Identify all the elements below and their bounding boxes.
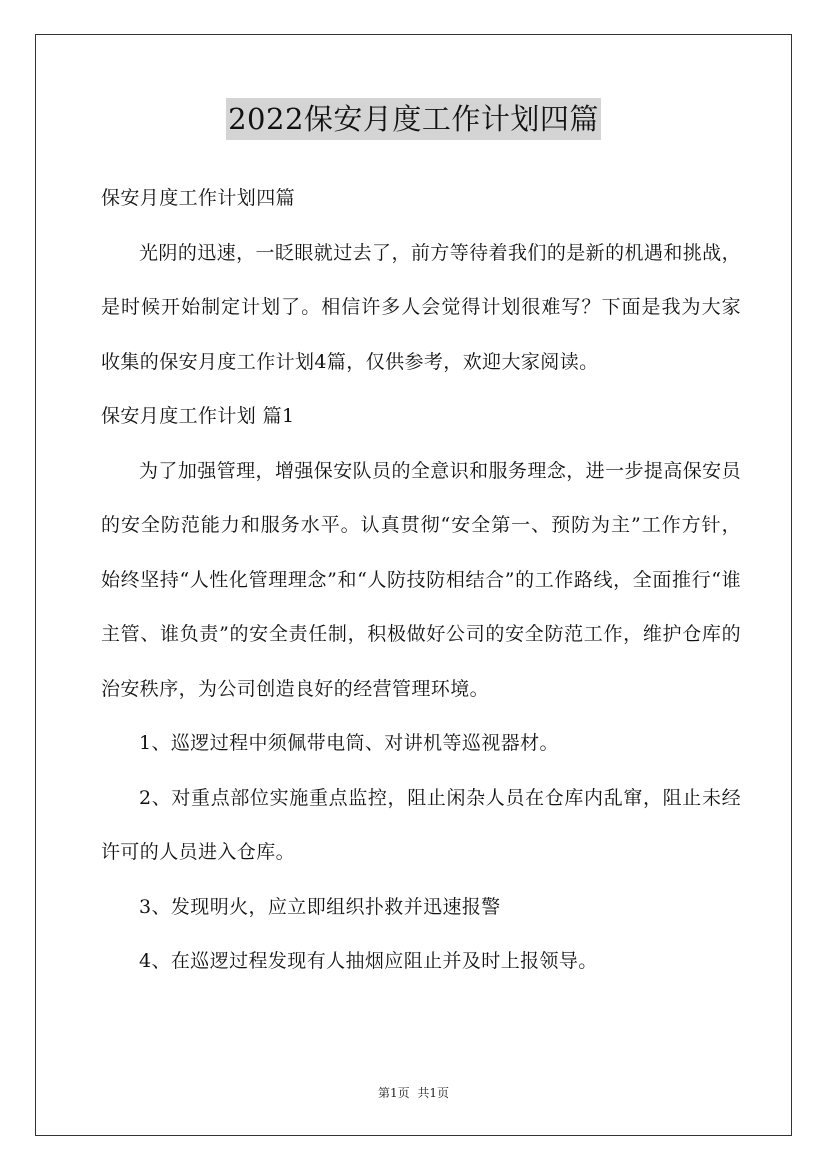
list-item: 2、对重点部位实施重点监控，阻止闲杂人员在仓库内乱窜，阻止未经许可的人员进入仓库。 — [101, 786, 741, 863]
list-item: 3、发现明火，应立即组织扑救并迅速报警 — [139, 895, 501, 918]
document-title: 2022保安月度工作计划四篇 — [226, 98, 601, 140]
subtitle-paragraph: 保安月度工作计划四篇 — [101, 187, 296, 209]
document-body — [101, 171, 741, 989]
page-total: 共1页 — [417, 1086, 450, 1100]
title-container — [0, 98, 827, 140]
section-heading: 保安月度工作计划 篇1 — [101, 405, 295, 427]
page-footer — [0, 1084, 827, 1101]
intro-paragraph: 光阴的迅速，一眨眼就过去了，前方等待着我们的是新的机遇和挑战，是时候开始制定计划了。相信许多人会觉得计划很难写？下面是我为大家收集的保安月度工作计划4篇，仅供参考，欢迎大家阅读。 — [101, 241, 741, 373]
list-item: 1、巡逻过程中须佩带电筒、对讲机等巡视器材。 — [139, 732, 559, 754]
list-item: 4、在巡逻过程发现有人抽烟应阻止并及时上报领导。 — [139, 950, 598, 972]
page-number: 第1页 — [377, 1086, 410, 1100]
body-paragraph: 为了加强管理，增强保安队员的全意识和服务理念，进一步提高保安员的安全防范能力和服务水平。认真贯彻“安全第一、预防为主”工作方针，始终坚持“人性化管理理念”和“人防技防相结合”的工作路线，全面推行“谁主管、谁负责”的安全责任制，积极做好公司的安全防范工作，维护仓库的治安秩序，为公司创造良好的经营管理环境。 — [101, 459, 741, 700]
